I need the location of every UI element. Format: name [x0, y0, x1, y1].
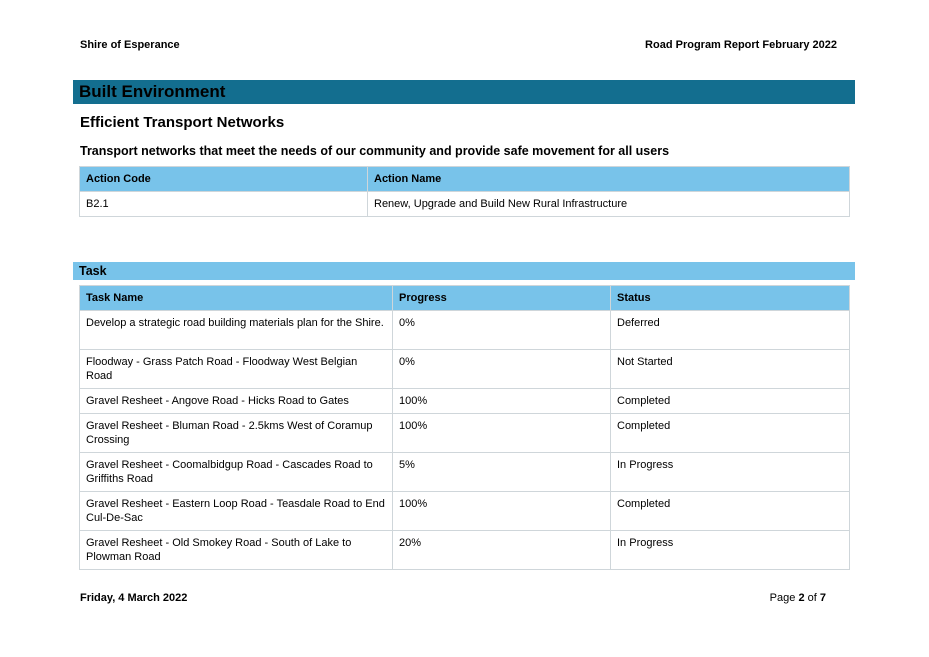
status-cell: Completed [611, 414, 850, 453]
progress-cell: 5% [393, 453, 611, 492]
page-current: 2 [798, 592, 805, 604]
task-table-header [80, 286, 850, 311]
task-name-cell: Gravel Resheet - Eastern Loop Road - Teasdale Road to End Cul-De-Sac [80, 492, 393, 531]
column-header-action-name: Action Name [368, 167, 850, 192]
column-header-task-name: Task Name [80, 286, 393, 311]
table-row [80, 414, 850, 453]
action-code-cell: B2.1 [80, 192, 368, 217]
table-row [80, 311, 850, 350]
task-name-cell: Floodway - Grass Patch Road - Floodway West Belgian Road [80, 350, 393, 389]
table-row [80, 453, 850, 492]
footer-date: Friday, 4 March 2022 [80, 592, 188, 604]
progress-cell: 100% [393, 414, 611, 453]
table-row [80, 531, 850, 570]
task-table [79, 285, 850, 570]
header-organisation: Shire of Esperance [80, 39, 180, 51]
progress-cell: 100% [393, 492, 611, 531]
status-cell: Completed [611, 492, 850, 531]
task-name-cell: Gravel Resheet - Old Smokey Road - South of Lake to Plowman Road [80, 531, 393, 570]
section-subtitle: Efficient Transport Networks [80, 114, 285, 131]
status-cell: Not Started [611, 350, 850, 389]
column-header-status: Status [611, 286, 850, 311]
column-header-action-code: Action Code [80, 167, 368, 192]
progress-cell: 20% [393, 531, 611, 570]
status-cell: Completed [611, 389, 850, 414]
progress-cell: 0% [393, 350, 611, 389]
section-objective: Transport networks that meet the needs of our community and provide safe movement for all users [80, 144, 670, 158]
footer-page-number [770, 592, 826, 604]
action-name-cell: Renew, Upgrade and Build New Rural Infrastructure [368, 192, 850, 217]
page-prefix: Page [769, 592, 796, 604]
progress-cell: 100% [393, 389, 611, 414]
table-row [80, 192, 850, 217]
table-row [80, 389, 850, 414]
progress-cell: 0% [393, 311, 611, 350]
task-name-cell: Gravel Resheet - Bluman Road - 2.5kms West of Coramup Crossing [80, 414, 393, 453]
task-name-cell: Gravel Resheet - Coomalbidgup Road - Cascades Road to Griffiths Road [80, 453, 393, 492]
header-report-title: Road Program Report February 2022 [645, 39, 837, 51]
action-table [79, 166, 850, 217]
page-total: 7 [819, 592, 826, 604]
table-row [80, 350, 850, 389]
task-name-cell: Gravel Resheet - Angove Road - Hicks Road to Gates [80, 389, 393, 414]
status-cell: In Progress [611, 531, 850, 570]
status-cell: In Progress [611, 453, 850, 492]
section-title: Built Environment [73, 80, 855, 104]
action-table-header [80, 167, 850, 192]
table-row [80, 492, 850, 531]
status-cell: Deferred [611, 311, 850, 350]
task-name-cell: Develop a strategic road building materials plan for the Shire. [80, 311, 393, 350]
column-header-progress: Progress [393, 286, 611, 311]
page-of: of [807, 592, 817, 604]
task-section-title: Task [73, 262, 855, 280]
